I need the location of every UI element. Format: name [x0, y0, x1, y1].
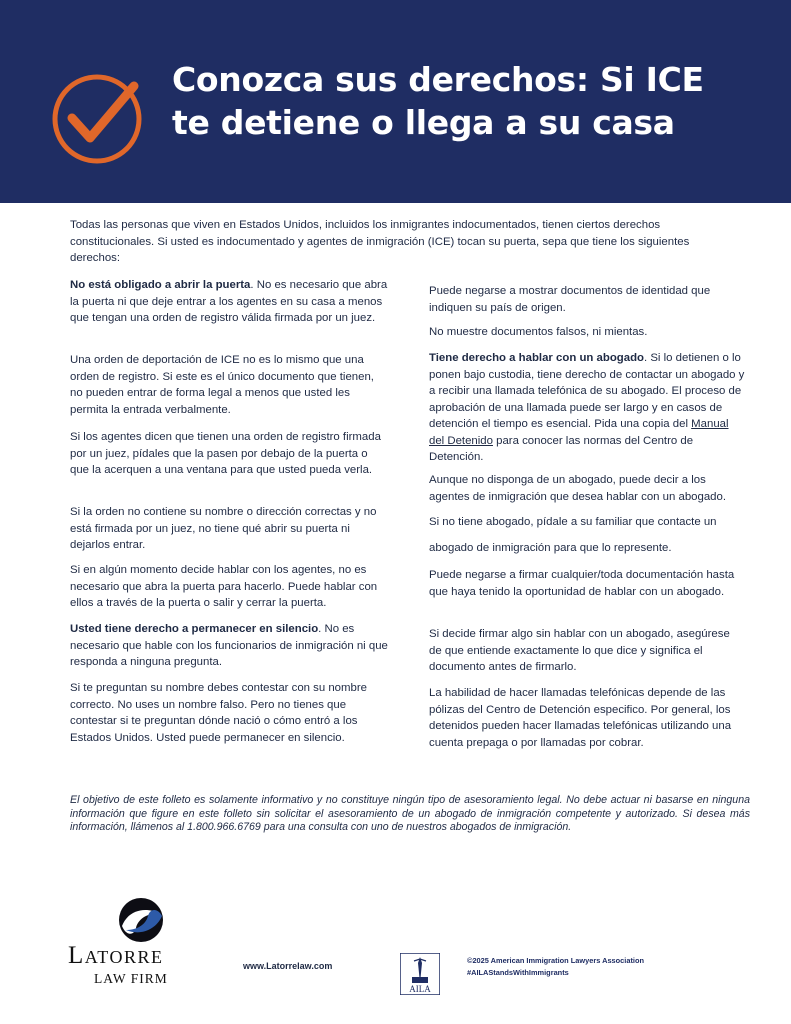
title-line-1: Conozca sus derechos: Si ICE — [172, 60, 704, 99]
left-paragraph-1 — [70, 277, 388, 327]
left-paragraph-4: Si la orden no contiene su nombre o dirección correctas y no está firmada por un juez, no tiene qué abrir su puerta ni dejarlos entrar. — [70, 506, 377, 551]
right-paragraph-2: No muestre documentos falsos, ni mientas. — [429, 326, 648, 338]
intro-paragraph: Todas las personas que viven en Estados Unidos, incluidos los inmigrantes indocumentados, tienen ciertos derechos constitucionales. Si usted es indocumentado y agentes de inmigración (ICE) tocan su puerta, sepa que tiene los siguientes derechos: — [70, 219, 690, 264]
header-banner — [0, 0, 791, 203]
brand-name: Latorre — [68, 942, 164, 969]
aila-label: AILA — [409, 984, 431, 994]
right-paragraph-6: Puede negarse a firmar cualquier/toda documentación hasta que haya tenido la oportunidad de hablar con un abogado. — [429, 569, 735, 598]
lawyer-right-heading: Tiene derecho a hablar con un abogado — [429, 352, 644, 364]
left-paragraph-1-text: . No es necesario que abra la puerta ni que deje entrar a los agentes en su casa a menos que tengan una orden de registro válida firmada por un juez. — [70, 279, 388, 324]
left-paragraph-3: Si los agentes dicen que tienen una orden de registro firmada por un juez, pídales que la pasen por debajo de la puerta o que la acerquen a una ventana para que usted pueda verla. — [70, 431, 381, 476]
title-line-2: te detiene o llega a su casa — [172, 103, 675, 142]
detainee-manual-link[interactable]: Manual del Detenido — [429, 418, 729, 447]
brand-subtitle: LAW FIRM — [94, 971, 168, 986]
silence-right-heading: Usted tiene derecho a permanecer en silencio — [70, 623, 319, 635]
left-paragraph-6-text: . No es necesario que hable con los funcionarios de inmigración ni que responda a ninguna pregunta. — [70, 623, 388, 668]
copyright-line-1: ©2025 American Immigration Lawyers Association — [467, 956, 644, 965]
left-paragraph-5: Si en algún momento decide hablar con los agentes, no es necesario que abra la puerta para hacerlo. Puede hablar con ellos a través de la puerta o salir y cerrar la puerta. — [70, 564, 378, 609]
legal-disclaimer: El objetivo de este folleto es solamente informativo y no constituye ningún tipo de asesoramiento legal. No debe actuar ni basarse en ninguna información que figure en este folleto sin solicitar el asesoramiento de un abogado de inmigración competente y autorizado. Si desea más información, llámenos al 1.800.966.6769 para una consulta con uno de nuestros abogados de inmigración. — [70, 794, 750, 833]
door-right-heading: No está obligado a abrir la puerta — [70, 279, 251, 291]
right-paragraph-7: Si decide firmar algo sin hablar con un abogado, asegúrese de que entiende exactamente lo que dice y significa el documento antes de firmarlo. — [429, 628, 730, 673]
right-paragraph-4: Aunque no disponga de un abogado, puede decir a los agentes de inmigración que desea hablar con un abogado. — [429, 474, 727, 503]
right-paragraph-8: La habilidad de hacer llamadas telefónicas depende de las pólizas del Centro de Detención especifico. Por general, los detenidos pueden hacer llamadas telefónicas utilizando una cuenta prepaga o por llamadas por cobrar. — [429, 687, 732, 749]
left-paragraph-6 — [70, 621, 388, 671]
right-paragraph-1: Puede negarse a mostrar documentos de identidad que indiquen su país de origen. — [429, 285, 711, 314]
checkmark-circle-icon — [50, 72, 146, 168]
aila-logo-icon — [400, 953, 440, 995]
latorre-logo-icon — [116, 896, 166, 944]
right-paragraph-3-end: para conocer las normas del Centro de Detención. — [429, 434, 694, 463]
right-paragraph-5a: Si no tiene abogado, pídale a su familiar que contacte un — [429, 516, 717, 528]
left-paragraph-2: Una orden de deportación de ICE no es lo mismo que una orden de registro. Si este es el único documento que tienen, no pueden entrar de forma legal a menos que usted les permita la entrada verbalmente. — [70, 354, 374, 416]
hashtag: #AILAStandsWithImmigrants — [467, 967, 569, 977]
website-link[interactable]: www.Latorrelaw.com — [243, 961, 333, 971]
right-paragraph-5b: abogado de inmigración para que lo represente. — [429, 542, 672, 554]
right-paragraph-3-text: . Si lo detienen o lo ponen bajo custodia, tiene derecho de contactar un abogado y a recibir una llamada telefónica de su abogado. El proceso de aprobación de una llamada puede ser largo y en casos de detención el tiempo es esencial. Pida una copia del — [429, 352, 745, 430]
copyright-text — [467, 955, 644, 978]
left-paragraph-7: Si te preguntan su nombre debes contestar con su nombre correcto. No uses un nombre falso. Pero no tienes que contestar si te preguntan dónde nació o cómo entró a los Estados Unidos. Usted puede permanecer en silencio. — [70, 682, 367, 744]
page-title — [172, 58, 704, 144]
right-paragraph-3 — [429, 350, 745, 466]
